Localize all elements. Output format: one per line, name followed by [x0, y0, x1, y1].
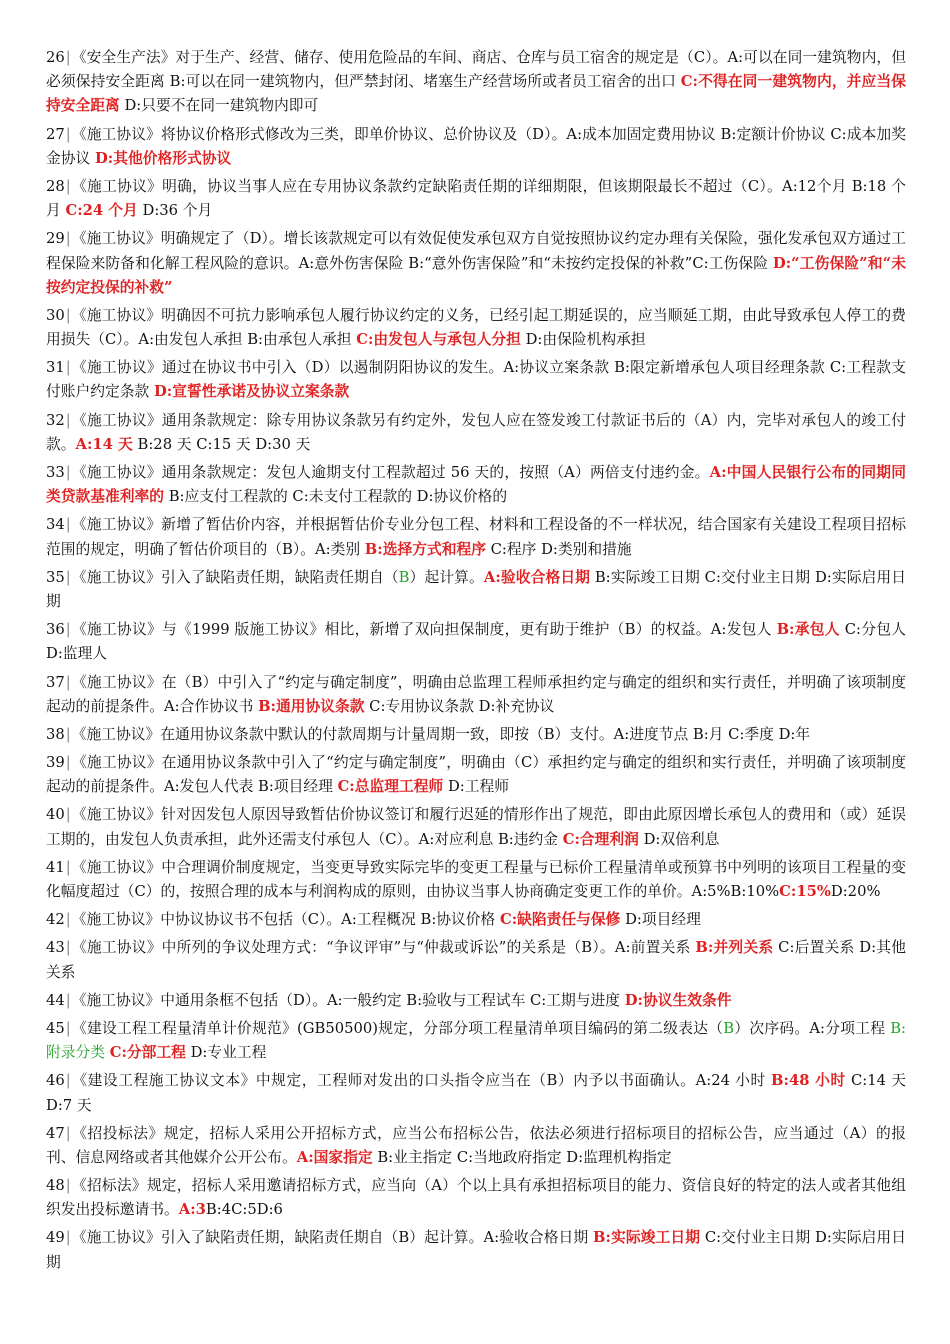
separator-bar: |: [65, 725, 71, 743]
separator-bar: |: [65, 516, 71, 534]
question-number: 31: [46, 359, 65, 377]
separator-bar: |: [65, 1019, 71, 1037]
question-text: 《施工协议》引入了缺陷责任期，缺陷责任期自（B）起计算。A:验收合格日期: [71, 1229, 593, 1247]
question-text: C:分包人 D:监理人: [46, 621, 906, 663]
correct-answer: B:选择方式和程序: [364, 540, 486, 558]
question-text: C:交付业主日期 D:实际启用日期: [46, 1229, 906, 1271]
separator-bar: |: [65, 806, 71, 824]
question-text: C:14 天 D:7 天: [46, 1072, 906, 1114]
correct-answer: D:宣誓性承诺及协议立案条款: [153, 383, 350, 401]
question-number: 46: [46, 1072, 65, 1090]
separator-bar: |: [65, 621, 71, 639]
correct-answer: D:“工伤保险”和“未按约定投保的补救”: [46, 254, 906, 296]
question-text: B:4C:5D:6: [205, 1201, 283, 1219]
question-text: D:只要不在同一建筑物内即可: [119, 97, 319, 115]
question-text: 《施工协议》通用条款规定：发包人逾期支付工程款超过 56 天的，按照（A）两倍支付违约金。: [71, 464, 710, 481]
separator-bar: |: [65, 306, 71, 324]
correct-answer: B:承包人: [776, 621, 840, 639]
question-number: 48: [46, 1177, 65, 1195]
question-text: ）次序码。A:分项工程: [734, 1019, 891, 1037]
question-text: D:由保险机构承担: [520, 331, 646, 349]
question-number: 47: [46, 1124, 65, 1142]
separator-bar: |: [65, 1124, 71, 1142]
question-item: [46, 227, 906, 300]
question-text: 《施工协议》在通用协议条款中引入了“约定与确定制度”，明确由（C）承担约定与确定的组织和实行责任，并明确了该项制度起动的前提条件。A:发包人代表 B:项目经理: [46, 754, 906, 796]
question-number: 45: [46, 1019, 65, 1037]
question-text: 《施工协议》引入了缺陷责任期，缺陷责任期自（: [71, 568, 399, 586]
question-text: D:20%: [830, 883, 881, 900]
correct-answer: C:分部工程: [109, 1044, 186, 1062]
separator-bar: |: [65, 858, 71, 876]
question-text: 《施工协议》中所列的争议处理方式：“争议评审”与“仲裁或诉讼”的关系是（B）。A:前置关系: [71, 939, 696, 957]
question-item: [46, 513, 906, 561]
question-item: [46, 461, 906, 509]
correct-answer: C:合理利润: [562, 830, 639, 848]
question-item: [46, 1226, 906, 1274]
question-text: 《招投标法》规定，招标人采用公开招标方式，应当公布招标公告，依法必须进行招标项目的招标公告，应当通过（A）的报刊、信息网络或者其他媒介公开公布。: [46, 1124, 906, 1166]
question-number: 41: [46, 858, 65, 876]
separator-bar: |: [65, 911, 71, 929]
question-text: 《施工协议》中合理调价制度规定，当变更导致实际完毕的变更工程量与已标价工程量清单或预算书中列明的该项目工程量的变化幅度超过（C）的，按照合理的成本与利润构成的原则，由协议当事人协商确定变更工作的单价。A:5%B:10%: [46, 858, 906, 900]
separator-bar: |: [65, 991, 71, 1009]
green-mark: B: [723, 1019, 735, 1037]
correct-answer: A:国家指定: [296, 1148, 373, 1166]
question-number: 30: [46, 306, 65, 324]
question-text: 《施工协议》通用条款规定：除专用协议条款另有约定外，发包人应在签发竣工付款证书后的（A）内，完毕对承包人的竣工付款。: [46, 411, 906, 453]
question-text: C:程序 D:类别和措施: [485, 540, 632, 558]
question-text: D:项目经理: [620, 911, 701, 929]
question-text: D:双倍利息: [638, 830, 720, 848]
separator-bar: |: [65, 754, 71, 772]
correct-answer: C:24 个月: [65, 202, 138, 220]
question-item: [46, 1069, 906, 1117]
separator-bar: |: [65, 177, 71, 195]
question-number: 40: [46, 806, 65, 824]
question-text: B:应支付工程款的 C:未支付工程款的 D:协议价格的: [164, 488, 508, 506]
question-number: 26: [46, 49, 65, 66]
separator-bar: |: [65, 49, 71, 66]
separator-bar: |: [65, 125, 71, 143]
question-item: [46, 1174, 906, 1222]
question-number: 33: [46, 464, 65, 481]
correct-answer: B:48 小时: [771, 1072, 846, 1090]
question-item: [46, 803, 906, 851]
separator-bar: |: [65, 464, 71, 481]
correct-answer: B:实际竣工日期: [593, 1229, 701, 1247]
question-item: [46, 46, 906, 119]
correct-answer: C:总监理工程师: [337, 778, 444, 796]
question-number: 28: [46, 177, 65, 195]
document-body: [46, 46, 906, 1275]
question-item: [46, 175, 906, 223]
question-text: 《施工协议》在通用协议条款中默认的付款周期与计量周期一致，即按（B）支付。A:进度节点 B:月 C:季度 D:年: [71, 725, 811, 743]
question-number: 35: [46, 568, 65, 586]
question-number: 29: [46, 230, 65, 248]
correct-answer: A:中国人民银行公布的同期同类贷款基准利率的: [46, 464, 906, 506]
question-number: 44: [46, 991, 65, 1009]
question-number: 32: [46, 411, 65, 429]
question-item: [46, 356, 906, 404]
question-number: 43: [46, 939, 65, 957]
question-item: [46, 856, 906, 904]
question-text: 《施工协议》明确规定了（D）。增长该款规定可以有效促使发承包双方自觉按照协议约定办理有关保险，强化发承包双方通过工程保险来防备和化解工程风险的意识。A:意外伤害保险 B:“意外伤害保险”和“未按约定投保的补救”C:工伤保险: [46, 230, 906, 272]
question-text: 《施工协议》针对因发包人原因导致暂估价协议签订和履行迟延的情形作出了规范，即由此原因增长承包人的费用和（或）延误工期的，由发包人负责承担，此外还需支付承包人（C）。A:对应利息 B:违约金: [46, 806, 906, 848]
correct-answer: A:3: [178, 1201, 206, 1219]
question-text: 《施工协议》在（B）中引入了“约定与确定制度”，明确由总监理工程师承担约定与确定的组织和实行责任，并明确了该项制度起动的前提条件。A:合作协议书: [46, 673, 906, 715]
question-text: 《施工协议》明确因不可抗力影响承包人履行协议约定的义务，已经引起工期延误的，应当顺延工期，由此导致承包人停工的费用损失（C）。A:由发包人承担 B:由承包人承担: [46, 306, 906, 349]
separator-bar: |: [65, 939, 71, 957]
question-text: B:业主指定 C:当地政府指定 D:监理机构指定: [372, 1148, 672, 1166]
correct-answer: D:协议生效条件: [624, 991, 732, 1009]
question-number: 34: [46, 516, 65, 534]
question-text: B:28 天 C:15 天 D:30 天: [132, 435, 311, 453]
question-item: [46, 1122, 906, 1170]
question-item: [46, 1017, 906, 1065]
separator-bar: |: [65, 411, 71, 429]
question-item: [46, 618, 906, 666]
question-number: 49: [46, 1229, 65, 1247]
question-text: 《建设工程工程量清单计价规范》(GB50500)规定，分部分项工程量清单项目编码的第二级表达（: [71, 1019, 724, 1037]
separator-bar: |: [65, 1229, 71, 1247]
correct-answer: A:验收合格日期: [483, 568, 591, 586]
correct-answer: C:缺陷责任与保修: [499, 911, 621, 929]
question-item: [46, 936, 906, 984]
question-text: D:工程师: [443, 778, 509, 796]
correct-answer: C:由发包人与承包人分担: [356, 331, 521, 349]
correct-answer: C:15%: [779, 883, 831, 900]
correct-answer: C:不得在同一建筑物内，并应当保持安全距离: [46, 73, 907, 115]
question-text: ）起计算。: [409, 568, 484, 586]
question-item: [46, 304, 906, 352]
question-text: 《施工协议》将协议价格形式修改为三类，即单价协议、总价协议及（D）。A:成本加固定费用协议 B:定额计价协议 C:成本加奖金协议: [46, 125, 906, 167]
separator-bar: |: [65, 359, 71, 377]
separator-bar: |: [65, 230, 71, 248]
question-item: [46, 409, 906, 457]
question-text: 《施工协议》与《1999 版施工协议》相比，新增了双向担保制度，更有助于维护（B）的权益。A:发包人: [71, 621, 777, 639]
question-text: 《施工协议》通过在协议书中引入（D）以遏制阴阳协议的发生。A:协议立案条款 B:限定新增承包人项目经理条款 C:工程款支付账户约定条款: [46, 359, 906, 401]
question-text: 《招标法》规定，招标人采用邀请招标方式，应当向（A）个以上具有承担招标项目的能力、资信良好的特定的法人或者其他组织发出投标邀请书。: [46, 1177, 906, 1219]
question-text: 《施工协议》中协议协议书不包括（C）。A:工程概况 B:协议价格: [71, 911, 500, 929]
question-item: [46, 751, 906, 799]
correct-answer: B:通用协议条款: [258, 697, 365, 715]
question-text: 《建设工程施工协议文本》中规定，工程师对发出的口头指令应当在（B）内予以书面确认。A:24 小时: [71, 1072, 772, 1090]
question-number: 37: [46, 673, 65, 691]
question-number: 36: [46, 621, 65, 639]
green-mark: B:附录分类: [46, 1019, 907, 1062]
question-text: C:后置关系 D:其他关系: [46, 939, 907, 981]
question-text: D:36 个月: [137, 202, 213, 220]
question-item: [46, 671, 906, 719]
question-item: [46, 908, 906, 932]
question-item: [46, 566, 906, 614]
question-item: [46, 989, 906, 1013]
question-item: [46, 123, 906, 171]
question-number: 42: [46, 911, 65, 929]
separator-bar: |: [65, 1072, 71, 1090]
separator-bar: |: [65, 568, 71, 586]
question-text: C:专用协议条款 D:补充协议: [364, 697, 555, 715]
question-item: [46, 723, 906, 747]
question-text: 《施工协议》中通用条框不包括（D）。A:一般约定 B:验收与工程试车 C:工期与进度: [71, 991, 625, 1009]
question-number: 38: [46, 725, 65, 743]
separator-bar: |: [65, 1177, 71, 1195]
green-mark: B: [398, 568, 410, 586]
correct-answer: A:14 天: [75, 435, 133, 453]
correct-answer: B:并列关系: [695, 939, 774, 957]
question-text: D:专业工程: [185, 1044, 267, 1062]
correct-answer: D:其他价格形式协议: [94, 149, 232, 167]
question-number: 27: [46, 125, 65, 143]
question-number: 39: [46, 754, 65, 772]
question-text: B:实际竣工日期 C:交付业主日期 D:实际启用日期: [46, 568, 907, 610]
question-text: 《安全生产法》对于生产、经营、储存、使用危险品的车间、商店、仓库与员工宿舍的规定是（C）。A:可以在同一建筑物内，但必须保持安全距离 B:可以在同一建筑物内，但严禁封闭、堵塞生产经营场所或者员工宿舍的出口: [46, 49, 906, 91]
separator-bar: |: [65, 673, 71, 691]
question-text: 《施工协议》明确，协议当事人应在专用协议条款约定缺陷责任期的详细期限，但该期限最长不超过（C）。A:12个月 B:18 个月: [46, 177, 906, 220]
question-text: 《施工协议》新增了暂估价内容，并根据暂估价专业分包工程、材料和工程设备的不一样状况，结合国家有关建设工程项目招标范围的规定，明确了暂估价项目的（B）。A:类别: [46, 516, 906, 558]
